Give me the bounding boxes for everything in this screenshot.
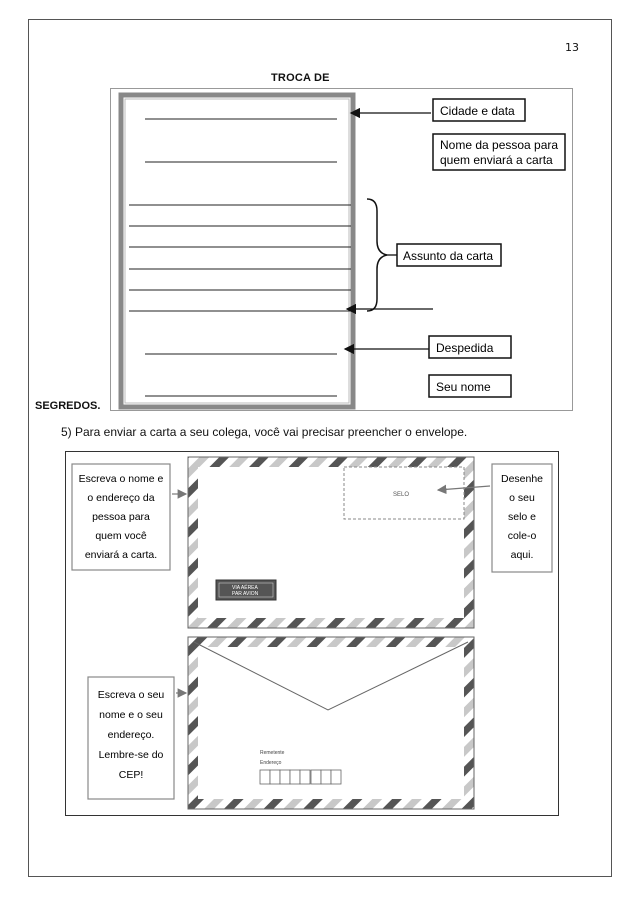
front-instruction-line: quem você — [95, 530, 147, 542]
airmail-line1: VIA AÉREA — [232, 585, 258, 591]
callout-stamp — [492, 464, 552, 572]
back-instruction-line: Escreva o seu — [97, 689, 165, 701]
stamp-instruction-line: cole-o — [507, 530, 537, 542]
label-your-name: Seu nome — [436, 380, 491, 394]
stamp-label: SELO — [393, 492, 410, 498]
label-recipient-line1: Nome da pessoa para — [440, 138, 559, 152]
stamp-instruction-line: selo e — [507, 511, 537, 523]
envelope-svg — [66, 452, 560, 817]
address-label: Endereço — [260, 760, 282, 766]
front-instruction-line: enviará a carta. — [84, 549, 158, 561]
letter-structure-figure — [110, 88, 573, 411]
callout-front — [72, 464, 170, 570]
instruction-text: 5) Para enviar a carta a seu colega, você vai precisar preencher o envelope. — [61, 425, 468, 439]
stamp-instruction-line: aqui. — [510, 549, 534, 561]
envelope-front — [188, 457, 474, 628]
callout-back — [88, 677, 174, 799]
back-instruction-line: Lembre-se do — [98, 749, 164, 761]
sender-label: Remetente — [260, 750, 285, 756]
cep-boxes — [260, 770, 341, 784]
label-subject: Assunto da carta — [403, 249, 494, 263]
label-farewell: Despedida — [436, 341, 494, 355]
label-recipient-line2: quem enviará a carta — [440, 153, 553, 167]
back-instruction-line: CEP! — [118, 769, 144, 781]
back-instruction-line: endereço. — [107, 729, 155, 741]
letter-sheet — [121, 95, 353, 407]
stamp-instruction-line: Desenhe — [500, 473, 544, 485]
front-instruction-line: Escreva o nome e — [78, 473, 164, 485]
page-title-part1: TROCA DE — [271, 72, 330, 84]
page-number: 13 — [565, 41, 579, 54]
stamp-instruction-line: o seu — [509, 492, 535, 504]
airmail-line2: PAR AVION — [232, 591, 259, 597]
letter-structure-svg — [111, 89, 574, 412]
subject-brace — [367, 199, 387, 311]
front-instruction-line: pessoa para — [92, 511, 150, 523]
page-title-part2: SEGREDOS. — [35, 400, 101, 412]
label-city-date: Cidade e data — [440, 104, 515, 118]
envelope-figure — [65, 451, 559, 816]
envelope-back — [188, 637, 474, 809]
front-instruction-line: o endereço da — [87, 492, 155, 504]
back-instruction-line: nome e o seu — [99, 709, 163, 721]
